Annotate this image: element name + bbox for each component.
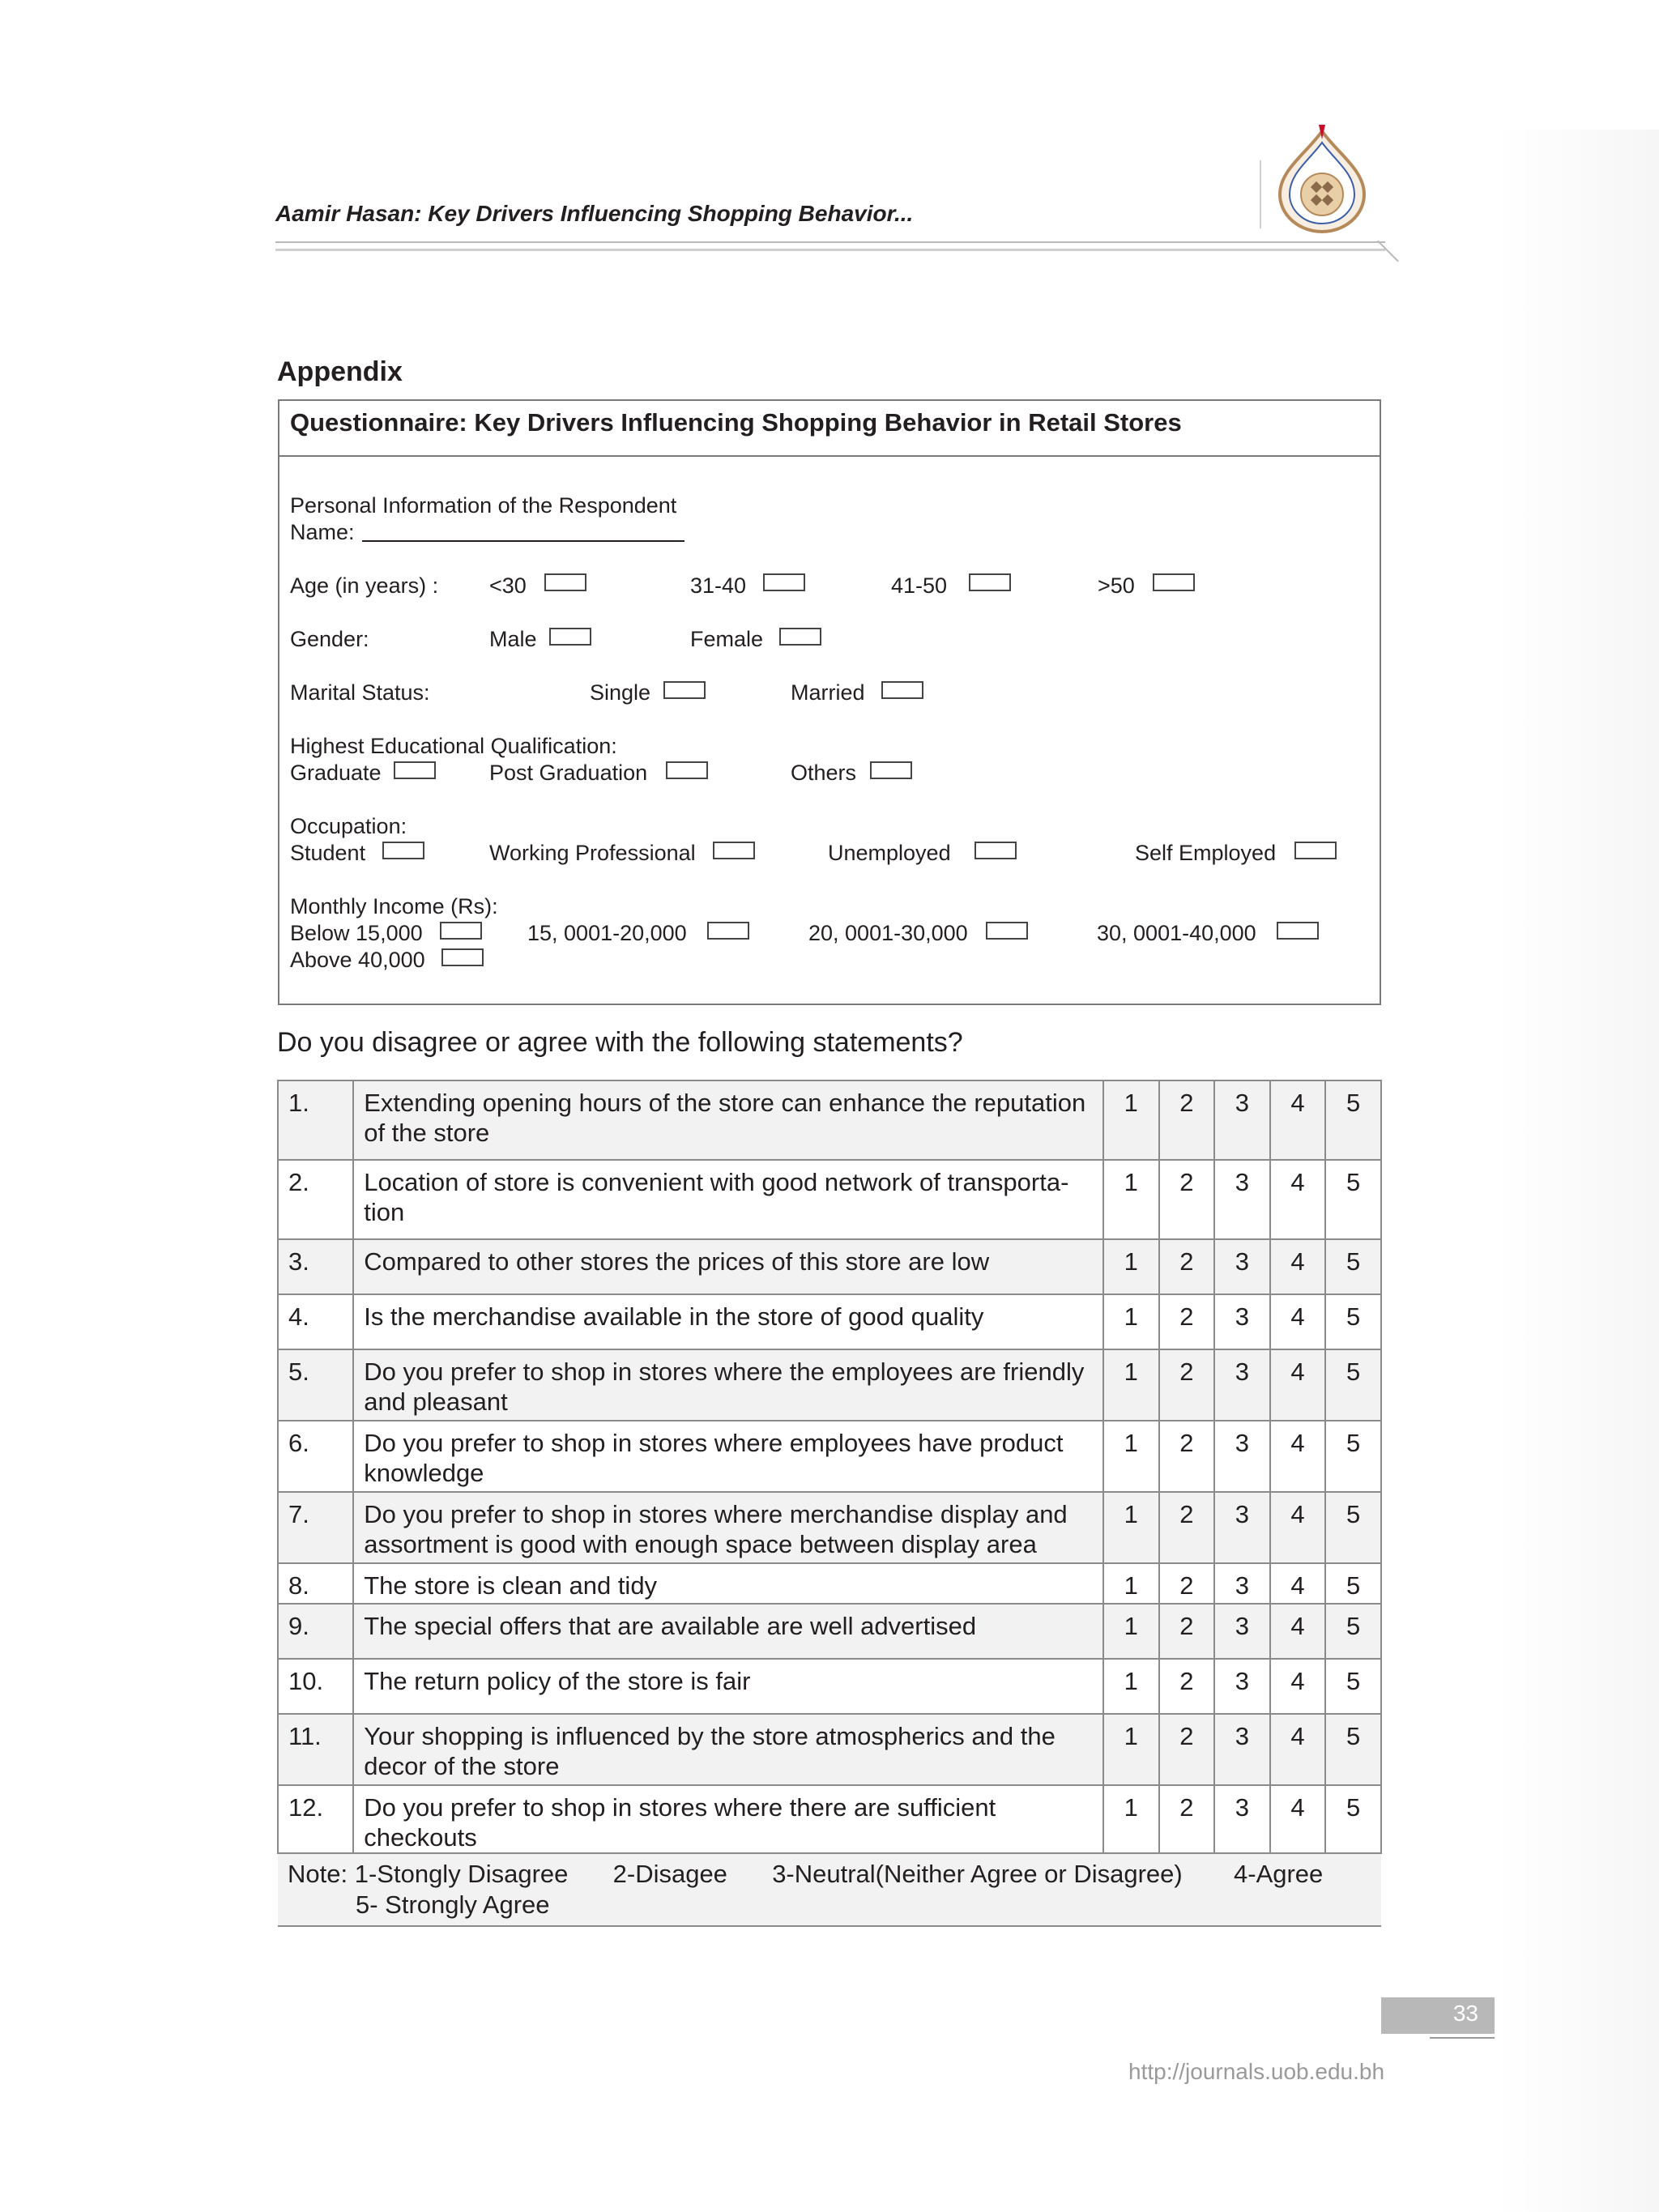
questionnaire-title: Questionnaire: Key Drivers Influencing Shopping Behavior in Retail Stores [290, 408, 1182, 437]
statement-number: 2. [278, 1160, 353, 1239]
occupation-option-label: Student [290, 841, 366, 865]
rating-option-2[interactable]: 2 [1159, 1294, 1215, 1349]
personal-info-heading: Personal Information of the Respondent [290, 493, 677, 518]
rating-option-4[interactable]: 4 [1270, 1785, 1326, 1853]
rating-option-5[interactable]: 5 [1325, 1421, 1381, 1492]
rating-option-5[interactable]: 5 [1325, 1492, 1381, 1563]
statement-text: The return policy of the store is fair [353, 1659, 1103, 1714]
statement-row [278, 1659, 1381, 1714]
age-31-40-checkbox[interactable] [763, 573, 805, 591]
rating-option-1[interactable]: 1 [1103, 1604, 1159, 1659]
education-label: Highest Educational Qualification: [290, 734, 617, 758]
rating-option-4[interactable]: 4 [1270, 1604, 1326, 1659]
rating-option-2[interactable]: 2 [1159, 1239, 1215, 1294]
scale-note [278, 1853, 1381, 1926]
income-15000-20000-checkbox[interactable] [707, 922, 749, 940]
occupation-label: Occupation: [290, 814, 407, 838]
statement-row [278, 1239, 1381, 1294]
rating-option-4[interactable]: 4 [1270, 1659, 1326, 1714]
rating-option-1[interactable]: 1 [1103, 1080, 1159, 1160]
age-under30-checkbox[interactable] [544, 573, 586, 591]
rating-option-2[interactable]: 2 [1159, 1421, 1215, 1492]
rating-option-3[interactable]: 3 [1214, 1421, 1270, 1492]
note-item: 4-Agree [1234, 1860, 1324, 1888]
statement-row [278, 1785, 1381, 1853]
statement-row [278, 1492, 1381, 1563]
header-rule-corner [1377, 241, 1399, 262]
rating-option-5[interactable]: 5 [1325, 1080, 1381, 1160]
occupation-professional-checkbox[interactable] [713, 842, 755, 859]
statement-number: 4. [278, 1294, 353, 1349]
questionnaire-title-divider [278, 455, 1381, 457]
rating-option-5[interactable]: 5 [1325, 1239, 1381, 1294]
statement-number: 6. [278, 1421, 353, 1492]
occupation-option-label: Unemployed [828, 841, 951, 865]
statement-text: Do you prefer to shop in stores where employees have product knowledge [353, 1421, 1103, 1492]
education-option-label: Graduate [290, 761, 382, 785]
rating-option-4[interactable]: 4 [1270, 1714, 1326, 1785]
statement-number: 1. [278, 1080, 353, 1160]
occupation-unemployed-checkbox[interactable] [975, 842, 1017, 859]
note-item: 2-Disagee [612, 1860, 727, 1888]
statement-row [278, 1714, 1381, 1785]
occupation-option-label: Self Employed [1135, 841, 1277, 865]
rating-option-2[interactable]: 2 [1159, 1349, 1215, 1421]
rating-option-5[interactable]: 5 [1325, 1349, 1381, 1421]
rating-option-3[interactable]: 3 [1214, 1785, 1270, 1853]
age-option-label: 41-50 [891, 573, 948, 598]
section-title: Appendix [277, 356, 403, 387]
gender-option-label: Male [489, 627, 537, 651]
statement-number: 8. [278, 1563, 353, 1604]
note-item: 5- Strongly Agree [356, 1890, 550, 1919]
statement-row [278, 1421, 1381, 1492]
rating-option-1[interactable]: 1 [1103, 1659, 1159, 1714]
rating-option-5[interactable]: 5 [1325, 1160, 1381, 1239]
rating-option-2[interactable]: 2 [1159, 1604, 1215, 1659]
rating-option-4[interactable]: 4 [1270, 1160, 1326, 1239]
education-others-checkbox[interactable] [870, 761, 912, 779]
statement-row [278, 1160, 1381, 1239]
rating-option-1[interactable]: 1 [1103, 1349, 1159, 1421]
rating-option-2[interactable]: 2 [1159, 1659, 1215, 1714]
income-option-label: 15, 0001-20,000 [527, 921, 687, 945]
income-20000-30000-checkbox[interactable] [986, 922, 1028, 940]
statement-row [278, 1080, 1381, 1160]
rating-option-2[interactable]: 2 [1159, 1785, 1215, 1853]
note-item: 3-Neutral(Neither Agree or Disagree) [772, 1860, 1183, 1888]
header-rule [275, 241, 1385, 243]
statement-row [278, 1294, 1381, 1349]
running-head: Aamir Hasan: Key Drivers Influencing Shopping Behavior... [275, 201, 914, 226]
income-above40000-checkbox[interactable] [441, 948, 484, 966]
rating-option-4[interactable]: 4 [1270, 1563, 1326, 1604]
statement-text: Your shopping is influenced by the store atmospherics and the decor of the store [353, 1714, 1103, 1785]
education-postgrad-checkbox[interactable] [666, 761, 708, 779]
age-over50-checkbox[interactable] [1153, 573, 1195, 591]
scale-note-row [278, 1853, 1381, 1926]
income-option-label: 30, 0001-40,000 [1097, 921, 1256, 945]
rating-option-5[interactable]: 5 [1325, 1563, 1381, 1604]
occupation-selfemployed-checkbox[interactable] [1294, 842, 1337, 859]
age-41-50-checkbox[interactable] [969, 573, 1011, 591]
income-option-label: Above 40,000 [290, 948, 425, 972]
rating-option-1[interactable]: 1 [1103, 1563, 1159, 1604]
statement-text: Do you prefer to shop in stores where there are sufficient checkouts [353, 1785, 1103, 1853]
note-item: 1-Stongly Disagree [354, 1860, 569, 1888]
rating-option-1[interactable]: 1 [1103, 1785, 1159, 1853]
rating-option-3[interactable]: 3 [1214, 1160, 1270, 1239]
rating-option-3[interactable]: 3 [1214, 1349, 1270, 1421]
statements-table [277, 1080, 1382, 1927]
gender-option-label: Female [690, 627, 764, 651]
statement-number: 10. [278, 1659, 353, 1714]
rating-option-2[interactable]: 2 [1159, 1160, 1215, 1239]
statement-number: 7. [278, 1492, 353, 1563]
gender-female-checkbox[interactable] [779, 628, 821, 646]
page-edge-shade [1497, 130, 1659, 2212]
rating-option-2[interactable]: 2 [1159, 1563, 1215, 1604]
rating-option-3[interactable]: 3 [1214, 1080, 1270, 1160]
marital-married-checkbox[interactable] [881, 681, 923, 699]
occupation-option-label: Working Professional [489, 841, 696, 865]
education-option-label: Post Graduation [489, 761, 648, 785]
statement-number: 5. [278, 1349, 353, 1421]
statement-text: Is the merchandise available in the store of good quality [353, 1294, 1103, 1349]
statements-prompt: Do you disagree or agree with the following statements? [277, 1027, 963, 1058]
journal-url[interactable]: http://journals.uob.edu.bh [1128, 2059, 1385, 2084]
rating-option-4[interactable]: 4 [1270, 1080, 1326, 1160]
statement-number: 9. [278, 1604, 353, 1659]
statement-text: Location of store is convenient with good network of transporta-tion [353, 1160, 1103, 1239]
rating-option-1[interactable]: 1 [1103, 1239, 1159, 1294]
statement-text: Do you prefer to shop in stores where merchandise display and assortment is good with enough space between display area [353, 1492, 1103, 1563]
income-label: Monthly Income (Rs): [290, 894, 498, 918]
rating-option-2[interactable]: 2 [1159, 1492, 1215, 1563]
university-seal-icon [1273, 121, 1371, 235]
rating-option-4[interactable]: 4 [1270, 1294, 1326, 1349]
statement-number: 3. [278, 1239, 353, 1294]
marital-label: Marital Status: [290, 680, 430, 705]
rating-option-4[interactable]: 4 [1270, 1421, 1326, 1492]
rating-option-4[interactable]: 4 [1270, 1492, 1326, 1563]
page-number: 33 [1452, 2001, 1478, 2026]
statement-row [278, 1604, 1381, 1659]
rating-option-4[interactable]: 4 [1270, 1239, 1326, 1294]
statement-text: Extending opening hours of the store can enhance the reputation of the store [353, 1080, 1103, 1160]
age-option-label: >50 [1098, 573, 1135, 598]
rating-option-5[interactable]: 5 [1325, 1659, 1381, 1714]
gender-male-checkbox[interactable] [549, 628, 591, 646]
rating-option-1[interactable]: 1 [1103, 1421, 1159, 1492]
rating-option-5[interactable]: 5 [1325, 1604, 1381, 1659]
rating-option-3[interactable]: 3 [1214, 1294, 1270, 1349]
rating-option-5[interactable]: 5 [1325, 1785, 1381, 1853]
rating-option-5[interactable]: 5 [1325, 1294, 1381, 1349]
rating-option-3[interactable]: 3 [1214, 1714, 1270, 1785]
gender-label: Gender: [290, 627, 369, 651]
marital-single-checkbox[interactable] [663, 681, 706, 699]
age-option-label: 31-40 [690, 573, 747, 598]
rating-option-4[interactable]: 4 [1270, 1349, 1326, 1421]
statement-text: The store is clean and tidy [353, 1563, 1103, 1604]
marital-option-label: Married [791, 680, 865, 705]
education-option-label: Others [791, 761, 857, 785]
rating-option-2[interactable]: 2 [1159, 1080, 1215, 1160]
rating-option-2[interactable]: 2 [1159, 1714, 1215, 1785]
statement-row [278, 1563, 1381, 1604]
note-prefix: Note: [288, 1860, 348, 1888]
rating-option-3[interactable]: 3 [1214, 1492, 1270, 1563]
income-option-label: 20, 0001-30,000 [808, 921, 968, 945]
marital-option-label: Single [590, 680, 651, 705]
rating-option-3[interactable]: 3 [1214, 1239, 1270, 1294]
header-rule-double [275, 249, 1385, 251]
page-number-rule [1430, 2037, 1495, 2039]
name-field[interactable] [362, 540, 684, 542]
name-label: Name: [290, 520, 355, 544]
logo-divider [1260, 160, 1261, 228]
age-option-label: <30 [489, 573, 527, 598]
statement-text: Do you prefer to shop in stores where the employees are friendly and pleasant [353, 1349, 1103, 1421]
rating-option-3[interactable]: 3 [1214, 1659, 1270, 1714]
rating-option-3[interactable]: 3 [1214, 1563, 1270, 1604]
rating-option-3[interactable]: 3 [1214, 1604, 1270, 1659]
statement-number: 11. [278, 1714, 353, 1785]
rating-option-1[interactable]: 1 [1103, 1294, 1159, 1349]
age-label: Age (in years) : [290, 573, 439, 598]
rating-option-1[interactable]: 1 [1103, 1492, 1159, 1563]
statement-text: The special offers that are available are well advertised [353, 1604, 1103, 1659]
income-30000-40000-checkbox[interactable] [1277, 922, 1319, 940]
statement-text: Compared to other stores the prices of this store are low [353, 1239, 1103, 1294]
education-graduate-checkbox[interactable] [394, 761, 436, 779]
rating-option-1[interactable]: 1 [1103, 1160, 1159, 1239]
income-below15000-checkbox[interactable] [440, 922, 482, 940]
statement-row [278, 1349, 1381, 1421]
rating-option-5[interactable]: 5 [1325, 1714, 1381, 1785]
rating-option-1[interactable]: 1 [1103, 1714, 1159, 1785]
statement-number: 12. [278, 1785, 353, 1853]
income-option-label: Below 15,000 [290, 921, 423, 945]
occupation-student-checkbox[interactable] [382, 842, 424, 859]
